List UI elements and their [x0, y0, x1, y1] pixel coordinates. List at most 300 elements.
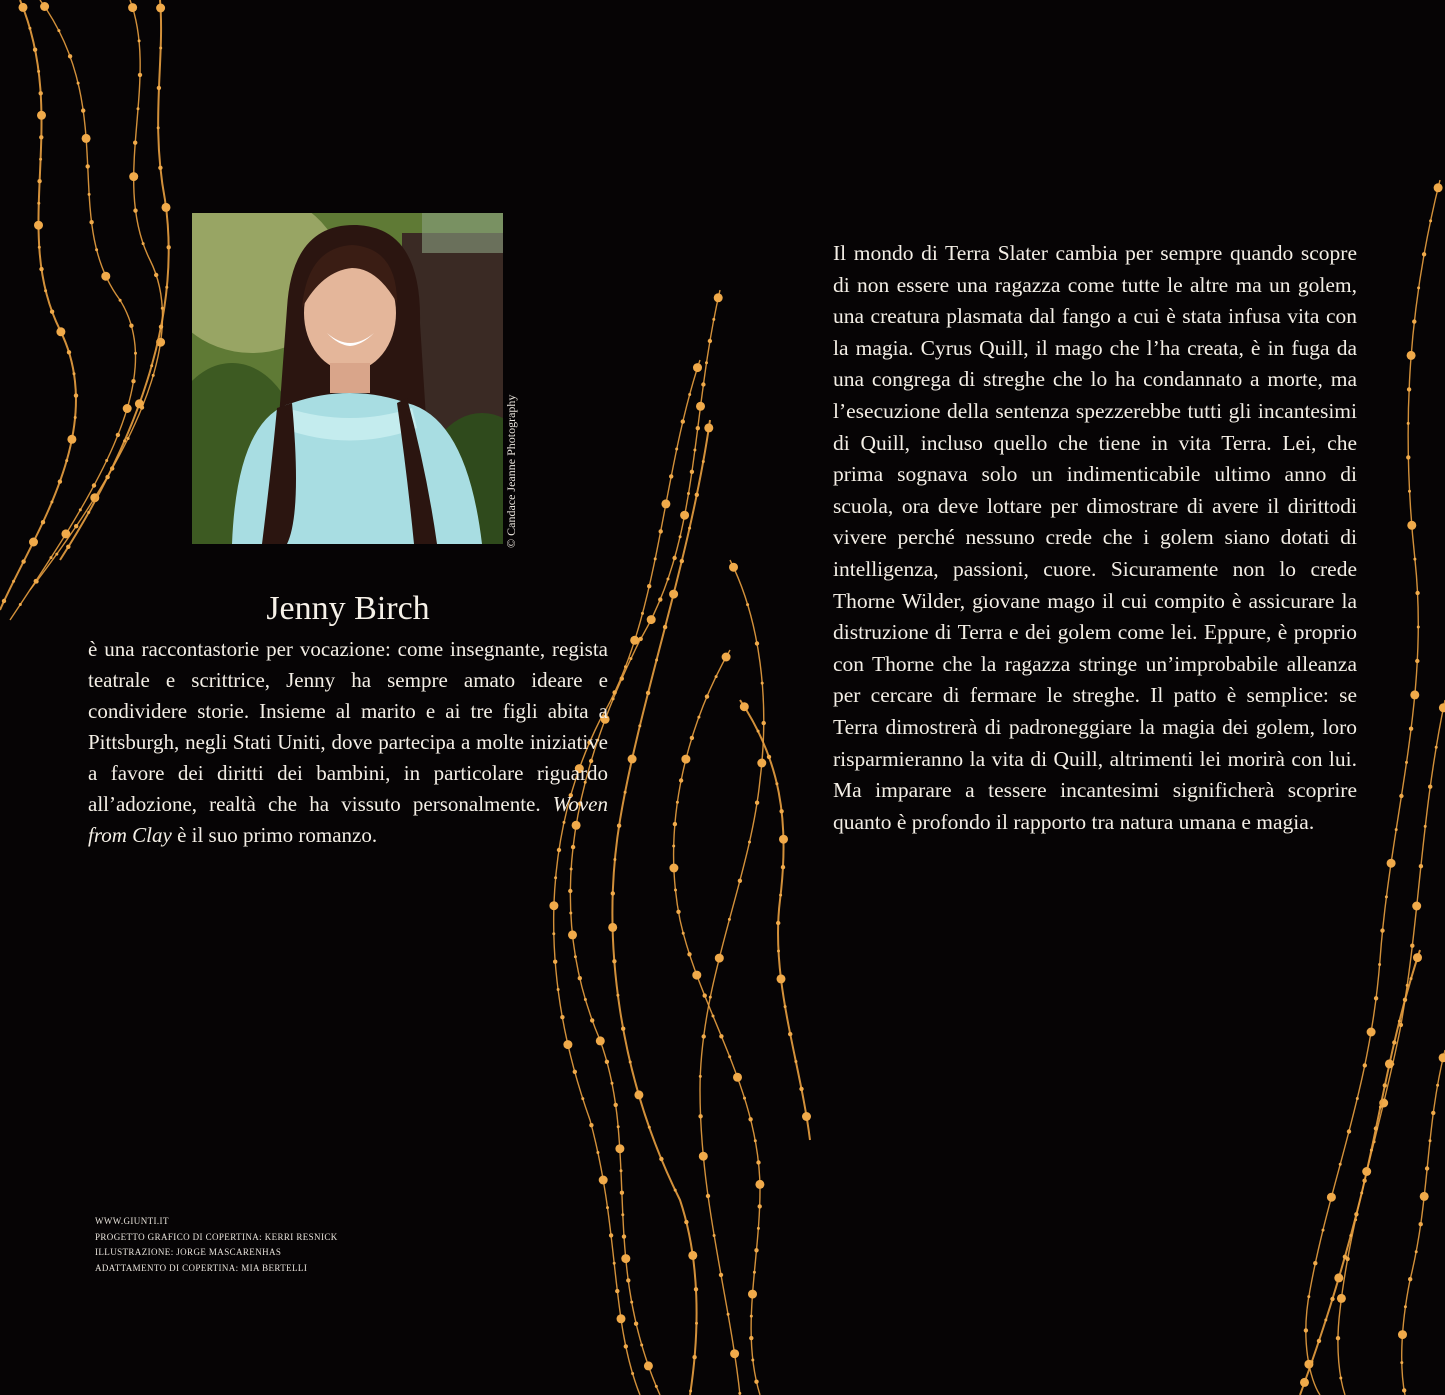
gold-bead [1412, 902, 1421, 911]
gold-thread [60, 0, 169, 560]
gold-bead [560, 1015, 564, 1019]
gold-thread [554, 360, 700, 1395]
gold-thread [0, 0, 76, 610]
gold-bead [1360, 1192, 1363, 1195]
gold-bead [116, 433, 120, 437]
gold-bead [1417, 626, 1420, 629]
gold-bead [781, 865, 785, 869]
gold-bead [133, 208, 137, 212]
gold-bead [29, 538, 38, 547]
gold-bead [1431, 1111, 1435, 1115]
gold-bead [1434, 183, 1443, 192]
gold-bead [1334, 1273, 1343, 1282]
gold-bead [690, 470, 694, 474]
gold-bead [1383, 1083, 1387, 1087]
gold-bead [37, 70, 40, 73]
gold-bead [638, 724, 641, 727]
gold-bead [709, 996, 712, 999]
gold-bead [557, 988, 560, 991]
gold-bead [67, 350, 71, 354]
gold-bead [568, 930, 577, 939]
gold-bead [749, 1336, 753, 1340]
gold-bead [1410, 690, 1419, 699]
gold-bead [44, 289, 47, 292]
gold-bead [138, 39, 141, 42]
gold-bead [1327, 1193, 1336, 1202]
gold-bead [34, 579, 38, 583]
gold-bead [696, 402, 705, 411]
gold-bead [37, 179, 41, 183]
gold-bead [733, 1073, 742, 1082]
gold-bead [578, 976, 582, 980]
gold-bead [39, 267, 43, 271]
gold-bead [675, 448, 678, 451]
gold-bead [1324, 1319, 1327, 1322]
gold-bead [738, 1392, 741, 1395]
gold-bead [131, 379, 135, 383]
gold-bead [708, 339, 712, 343]
gold-bead [754, 1248, 758, 1252]
gold-bead [703, 993, 707, 997]
gold-bead [613, 858, 616, 861]
gold-bead [626, 1278, 630, 1282]
gold-bead [95, 248, 98, 251]
gold-bead [156, 4, 165, 13]
gold-bead [34, 221, 43, 230]
gold-bead [1402, 1388, 1406, 1392]
gold-bead [730, 1349, 739, 1358]
gold-bead [50, 556, 53, 559]
gold-bead [629, 657, 632, 660]
gold-bead [552, 932, 555, 935]
gold-bead [622, 1234, 626, 1238]
gold-bead [751, 1359, 754, 1362]
gold-bead [750, 1315, 753, 1318]
gold-bead [688, 393, 691, 396]
gold-bead [775, 782, 778, 785]
gold-bead [776, 921, 780, 925]
author-photo [192, 213, 503, 544]
gold-bead [672, 845, 675, 848]
gold-bead [617, 1314, 626, 1323]
gold-bead [1428, 785, 1432, 789]
gold-bead [1419, 864, 1423, 868]
gold-bead [612, 690, 616, 694]
gold-bead [688, 1251, 697, 1260]
gold-bead [740, 702, 749, 711]
gold-bead [1313, 1261, 1317, 1265]
gold-bead [615, 1144, 624, 1153]
gold-bead [647, 615, 656, 624]
gold-bead [680, 559, 684, 563]
gold-bead [658, 597, 662, 601]
gold-bead [39, 91, 43, 95]
gold-bead [748, 1290, 757, 1299]
gold-bead [630, 1301, 633, 1304]
gold-bead [89, 220, 93, 224]
gold-bead [1404, 1305, 1407, 1308]
gold-bead [692, 971, 701, 980]
gold-bead [65, 459, 68, 462]
gold-bead [1374, 1126, 1378, 1130]
gold-bead [712, 318, 715, 321]
gold-bead [655, 659, 658, 662]
gold-bead [1339, 1377, 1342, 1380]
gold-bead [621, 1213, 624, 1216]
gold-bead [1349, 1234, 1352, 1237]
gold-bead [1409, 727, 1413, 731]
gold-bead [590, 1018, 594, 1022]
gold-bead [630, 636, 639, 645]
gold-bead [698, 1114, 702, 1118]
gold-bead [1407, 351, 1416, 360]
gold-bead [573, 1070, 577, 1074]
gold-bead [1392, 1040, 1396, 1044]
illustration-credit: ILLUSTRAZIONE: JORGE MASCARENHAS [95, 1247, 282, 1257]
gold-bead [617, 824, 621, 828]
gold-bead [706, 1194, 710, 1198]
gold-bead [681, 755, 690, 764]
gold-bead [611, 1082, 614, 1085]
gold-bead [1374, 996, 1378, 1000]
gold-bead [1407, 387, 1411, 391]
gold-bead [1439, 1053, 1445, 1062]
gold-bead [596, 1036, 605, 1045]
gold-bead [37, 111, 46, 120]
gold-bead [50, 310, 54, 314]
gold-bead [1378, 963, 1381, 966]
gold-bead [631, 1372, 634, 1375]
gold-bead [676, 910, 680, 914]
gold-bead [1330, 1297, 1334, 1301]
gold-bead [777, 974, 786, 983]
gold-bead [1356, 1097, 1359, 1100]
gold-bead [799, 1087, 803, 1091]
gold-bead [158, 166, 162, 170]
gold-bead [81, 108, 85, 112]
gold-bead [1385, 1059, 1394, 1068]
gold-bead [779, 809, 783, 813]
gold-bead [1415, 1250, 1418, 1253]
cover-adaptation-credit: ADATTAMENTO DI COPERTINA: MIA BERTELLI [95, 1262, 308, 1273]
gold-bead [1408, 1277, 1412, 1281]
gold-bead [608, 923, 617, 932]
publisher-website: WWW.GIUNTI.IT [95, 1216, 169, 1226]
gold-bead [754, 1380, 758, 1384]
gold-bead [105, 459, 108, 462]
gold-bead [74, 416, 77, 419]
gold-bead [1400, 1361, 1403, 1364]
gold-bead [150, 364, 153, 367]
gold-bead [1412, 319, 1416, 323]
author-name: Jenny Birch [266, 590, 430, 627]
gold-bead [92, 483, 96, 487]
gold-bead [695, 1322, 698, 1325]
gold-bead [672, 556, 676, 560]
gold-bead [1385, 895, 1388, 898]
gold-thread [1402, 1050, 1445, 1395]
gold-bead [762, 721, 766, 725]
gold-bead [1304, 1328, 1308, 1332]
gold-bead [1370, 1149, 1373, 1152]
author-portrait-illustration [192, 213, 503, 544]
gold-bead [55, 553, 58, 556]
gold-bead [674, 1189, 677, 1192]
gold-bead [568, 889, 572, 893]
gold-bead [1413, 558, 1416, 561]
gold-bead [105, 475, 109, 479]
book-synopsis: Il mondo di Terra Slater cambia per sempre quando scopre di non essere una ragazza come tutte le altre ma un golem, una creatura plasmata dal fango a cui è stata infusa vita con la magia. Cyrus Quill, il mago che l’ha creata, è in fuga da una congrega di streghe che lo ha condannato a morte, ma l’esecuzione della sentenza spezzerebbe tutti gli incantesimi di Quill, incluso quello che tiene in vita Terra. Lei, che prima sognava solo un indimenticabile ultimo anno di scuola, ora deve lottare per dimostrare di avere il dirittodi vivere perché nessuno crede che i golem siano dotati di intelligenza, passioni, cuore. Sicuramente non lo crede Thorne Wilder, giovane mago il cui compito è assicurare la distruzione di Terra e dei golem come lei. Eppure, è proprio con Thorne che la ragazza stringe un’improbabile alleanza per cercare di fermare le streghe. Il patto è semplice: se Terra dimostrerà di padroneggiare la magia dei golem, loro risparmieranno la vita di Quill, altrimenti lei morirà con lui. Ma imparare a tessere incantesimi significherà scoprire quanto è profondo il rapporto tra natura umana e magia. [833, 241, 1357, 834]
gold-bead [1429, 219, 1432, 222]
gold-bead [569, 912, 572, 915]
gold-bead [1413, 953, 1422, 962]
gold-bead [788, 1032, 792, 1036]
gold-bead [39, 158, 42, 161]
gold-bead [1395, 828, 1398, 831]
gold-bead [58, 479, 62, 483]
gold-bead [38, 246, 41, 249]
gold-bead [755, 1180, 764, 1189]
gold-bead [12, 580, 15, 583]
gold-bead [1415, 659, 1419, 663]
gold-bead [596, 1151, 599, 1154]
gold-bead [669, 474, 673, 478]
gold-bead [1354, 1212, 1358, 1216]
gold-bead [728, 918, 731, 921]
gold-bead [719, 1273, 723, 1277]
gold-bead [654, 557, 657, 560]
gold-bead [758, 1204, 762, 1208]
gold-bead [634, 1090, 643, 1099]
gold-bead [794, 1060, 797, 1063]
gold-bead [1410, 977, 1413, 980]
gold-bead [659, 529, 663, 533]
gold-bead [647, 584, 651, 588]
gold-bead [1417, 286, 1420, 289]
gold-bead [56, 327, 65, 336]
gold-bead [659, 1157, 663, 1161]
gold-bead [157, 86, 161, 90]
gold-bead [33, 48, 37, 52]
gold-bead [86, 164, 90, 168]
gold-bead [1387, 859, 1396, 868]
gold-bead [634, 1322, 638, 1326]
gold-bead [167, 245, 171, 249]
gold-bead [1399, 794, 1403, 798]
gold-bead [779, 894, 782, 897]
gold-bead [609, 1233, 613, 1237]
gold-bead [1424, 825, 1427, 828]
gold-bead [748, 1117, 752, 1121]
gold-bead [1422, 252, 1426, 256]
gold-bead [41, 520, 45, 524]
gold-bead [702, 460, 705, 463]
gold-bead [605, 1060, 609, 1064]
gold-bead [693, 363, 702, 372]
gold-bead [1419, 1222, 1423, 1226]
gold-bead [624, 665, 627, 668]
gold-bead [693, 449, 696, 452]
gold-bead [612, 959, 616, 963]
gold-bead [68, 54, 72, 58]
gold-bead [688, 527, 691, 530]
gold-bead [563, 1040, 572, 1049]
gold-bead [802, 1112, 811, 1121]
gold-bead [1362, 1167, 1371, 1176]
gold-bead [129, 172, 138, 181]
gold-bead [1336, 1336, 1340, 1340]
gold-bead [757, 1227, 760, 1230]
gold-bead [646, 691, 650, 695]
gold-bead [684, 1220, 688, 1224]
gold-bead [715, 954, 724, 963]
gold-bead [1439, 703, 1445, 712]
gold-bead [692, 1355, 696, 1359]
gold-bead [757, 730, 760, 733]
gold-bead [705, 694, 709, 698]
gold-bead [755, 641, 759, 645]
gold-bead [729, 563, 738, 572]
gold-bead [755, 801, 759, 805]
gold-bead [1408, 490, 1411, 493]
gold-bead [554, 876, 557, 879]
gold-bead [74, 524, 78, 528]
gold-bead [1398, 1020, 1401, 1023]
gold-bead [82, 134, 91, 143]
gold-bead [702, 1034, 706, 1038]
gold-bead [722, 653, 731, 662]
gold-bead [574, 955, 577, 958]
gold-bead [606, 1206, 609, 1209]
gold-bead [1300, 1378, 1309, 1387]
gold-bead [694, 1287, 698, 1291]
gold-bead [777, 950, 780, 953]
gold-bead [613, 1262, 616, 1265]
gold-bead [624, 1344, 628, 1348]
gold-bead [39, 135, 43, 139]
gold-bead [767, 755, 771, 759]
gold-bead [50, 501, 53, 504]
gold-bead [621, 1254, 630, 1263]
gold-bead [669, 590, 678, 599]
gold-bead [754, 1139, 757, 1142]
gold-bead [1425, 1166, 1429, 1170]
gold-bead [157, 126, 160, 129]
gold-bead [159, 47, 162, 50]
gold-bead [119, 299, 122, 302]
gold-bead [738, 879, 742, 883]
author-bio [88, 634, 608, 851]
gold-bead [1307, 1295, 1310, 1298]
gold-bead [629, 1061, 632, 1064]
gold-bead [617, 1125, 620, 1128]
gold-bead [21, 559, 25, 563]
gold-bead [66, 545, 70, 549]
gold-bead [123, 404, 132, 413]
gold-bead [1363, 1063, 1367, 1067]
gold-bead [616, 994, 619, 997]
gold-bead [553, 960, 557, 964]
gold-bead [705, 361, 708, 364]
gold-bead [690, 736, 694, 740]
gold-thread [740, 700, 810, 1140]
gold-bead [138, 73, 142, 77]
gold-bead [663, 625, 667, 629]
cover-credits [95, 1214, 338, 1276]
gold-bead [761, 682, 764, 685]
gold-bead [28, 27, 31, 30]
gold-bead [1310, 1360, 1313, 1363]
gold-bead [1420, 1192, 1429, 1201]
gold-bead [19, 3, 28, 12]
gold-bead [1367, 1028, 1376, 1037]
gold-bead [57, 29, 60, 32]
gold-bead [701, 382, 705, 386]
gold-bead [1343, 1255, 1347, 1259]
book-title: Woven from Clay [88, 792, 608, 847]
gold-bead [746, 603, 749, 606]
gold-bead [719, 1034, 723, 1038]
gold-bead [137, 107, 140, 110]
gold-bead [87, 511, 90, 514]
gold-bead [88, 193, 91, 196]
gold-bead [687, 952, 691, 956]
gold-bead [669, 864, 678, 873]
gold-bead [599, 1176, 608, 1185]
gold-bead [1398, 1330, 1407, 1339]
author-bio-text: è una raccontastorie per vocazione: come insegnante, regista teatrale e scrittrice, Jenny ha sempre amato ideare e condividere storie. Insieme al marito e ai tre figli abita a Pittsburgh, negli Stati Uniti, dove partecipa a molte iniziative a favore dei diritti dei bambini, in particolare riguardo all’adozione, realtà che ha vissuto personalmente. [88, 637, 608, 816]
gold-bead [37, 202, 40, 205]
gold-bead [123, 439, 126, 442]
gold-bead [695, 493, 699, 497]
gold-bead [1347, 1129, 1351, 1133]
gold-bead [615, 1289, 619, 1293]
gold-bead [620, 1191, 624, 1195]
gold-bead [673, 822, 677, 826]
gold-bead [611, 891, 615, 895]
gold-bead [549, 901, 558, 910]
gold-bead [74, 393, 78, 397]
gold-bead [129, 324, 133, 328]
gold-bead [67, 435, 76, 444]
gold-bead [644, 1361, 653, 1370]
gold-bead [1436, 1084, 1439, 1087]
gold-bead [1415, 591, 1419, 595]
gold-bead [728, 1055, 731, 1058]
gold-bead [680, 511, 689, 520]
gold-bead [128, 3, 137, 12]
cover-design-credit: PROGETTO GRAFICO DI COPERTINA: KERRI RESNICK [95, 1231, 338, 1242]
gold-bead [784, 1005, 787, 1008]
gold-bead [1406, 455, 1410, 459]
gold-bead [1407, 521, 1416, 530]
gold-bead [667, 578, 670, 581]
gold-bead [162, 203, 171, 212]
gold-bead [570, 868, 573, 871]
gold-bead [689, 1390, 692, 1393]
gold-thread [10, 0, 136, 620]
gold-bead [624, 791, 627, 794]
gold-bead [682, 932, 685, 935]
gold-bead [1403, 998, 1407, 1002]
gold-bead [715, 675, 718, 678]
gold-bead [40, 2, 49, 11]
gold-bead [704, 423, 713, 432]
gold-bead [19, 603, 22, 606]
gold-bead [697, 716, 700, 719]
gold-bead [1429, 1139, 1432, 1142]
gold-bead [152, 374, 155, 377]
